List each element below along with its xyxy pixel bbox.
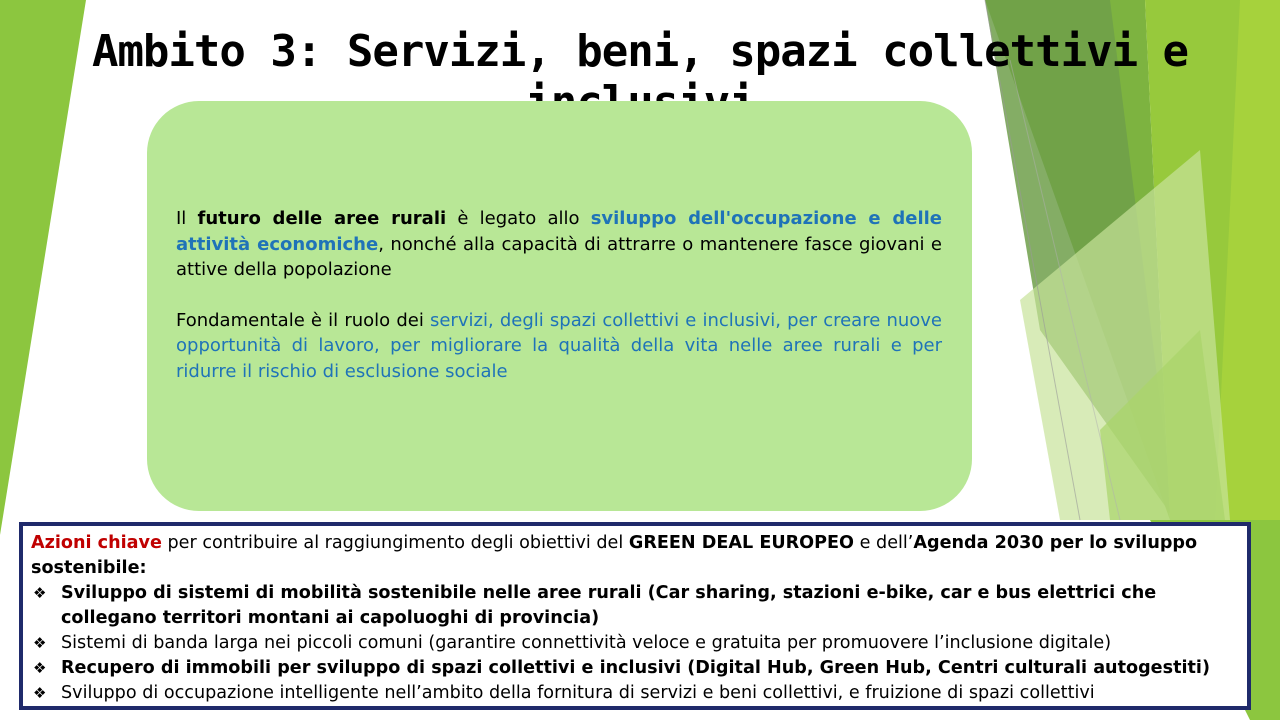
key-actions-heading-text: per contribuire al raggiungimento degli obiettivi del (161, 533, 629, 553)
key-actions-label: Azioni chiave (31, 533, 162, 553)
diamond-bullet-icon: ❖ (33, 634, 47, 652)
list-item (31, 656, 1239, 681)
key-actions-box (19, 522, 1251, 710)
intro-text (176, 206, 942, 384)
intro-p1-bold: futuro delle aree rurali (197, 208, 447, 229)
diamond-bullet-icon: ❖ (33, 584, 47, 602)
green-deal-label: GREEN DEAL EUROPEO (628, 533, 855, 553)
key-actions-heading (31, 531, 1239, 581)
key-actions-list (31, 581, 1239, 706)
list-item (31, 581, 1239, 631)
list-item-text: Sistemi di banda larga nei piccoli comuni (garantire connettività veloce e gratuita per promuovere l’inclusione digitale) (61, 633, 1112, 653)
list-item (31, 631, 1239, 656)
diamond-bullet-icon: ❖ (33, 684, 47, 702)
intro-paragraph-2 (176, 308, 942, 385)
intro-p1-text: Il (176, 208, 198, 229)
intro-p1-highlight: sviluppo dell'occupazione e delle attività economiche (176, 208, 943, 255)
intro-p2-highlight: servizi, degli spazi collettivi e inclusivi, per creare nuove opportunità di lavoro, per migliorare la qualità della vita nelle aree rurali e per ridurre il rischio di esclusione sociale (176, 309, 942, 382)
intro-p1-text-3: , nonché alla capacità di attrarre o mantenere fasce giovani e attive della popolazione (176, 233, 942, 280)
intro-p1-text-2: è legato allo (446, 208, 591, 229)
slide-title: Ambito 3: Servizi, beni, spazi collettivi e (91, 26, 1189, 77)
intro-p2-text: Fondamentale è il ruolo dei (176, 309, 430, 331)
agenda-2030-label: Agenda 2030 per lo sviluppo sostenibile: (31, 533, 1198, 578)
intro-paragraph-1 (176, 206, 942, 283)
list-item-text: Sviluppo di sistemi di mobilità sostenibile nelle aree rurali (Car sharing, stazioni e-bike, car e bus elettrici che collegano territori montani ai capoluoghi di provincia) (61, 583, 1157, 628)
key-actions-heading-text-2: e dell’ (854, 533, 914, 553)
list-item-text: Recupero di immobili per sviluppo di spazi collettivi e inclusivi (Digital Hub, Green Hub, Centri culturali autogestiti) (61, 658, 1211, 678)
list-item-text: Sviluppo di occupazione intelligente nell’ambito della fornitura di servizi e beni collettivi, e fruizione di spazi collettivi (61, 683, 1095, 703)
diamond-bullet-icon: ❖ (33, 659, 47, 677)
list-item (31, 681, 1239, 706)
